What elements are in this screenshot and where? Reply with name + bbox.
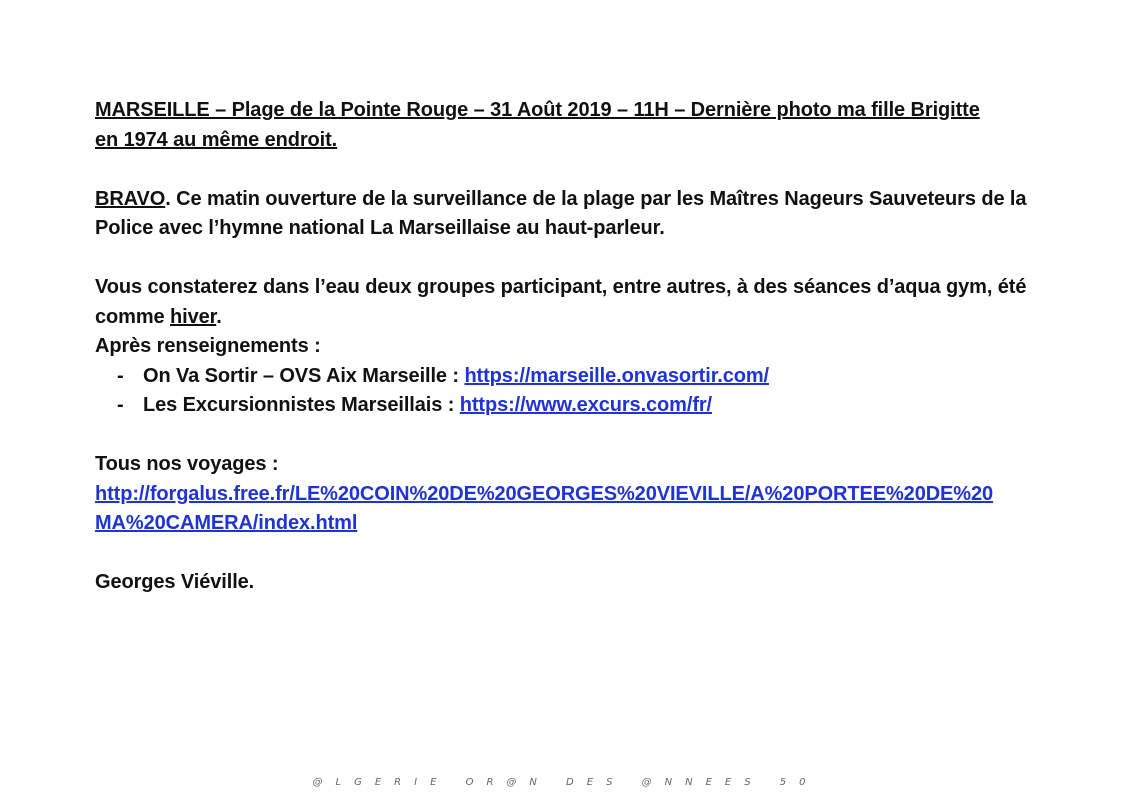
link-label: Les Excursionnistes Marseillais : [143, 394, 460, 416]
link-voyages-part2[interactable]: MA%20CAMERA/index.html [95, 512, 358, 534]
document-body [95, 96, 1045, 598]
paragraph-bravo [95, 185, 1045, 244]
link-voyages-part1[interactable]: http://forgalus.free.fr/LE%20COIN%20DE%20GEORGES%20VIEVILLE/A%20PORTEE%20DE%20 [95, 482, 994, 505]
list-item [95, 391, 1045, 421]
link-label: On Va Sortir – OVS Aix Marseille : [143, 364, 465, 387]
document-title [95, 96, 1045, 155]
voyages-label: Tous nos voyages : [95, 453, 279, 475]
hiver-word: hiver [170, 305, 217, 328]
aqua-gym-end: . [216, 305, 222, 328]
dash-bullet: - [117, 394, 124, 416]
aqua-gym-text: Vous constaterez dans l’eau deux groupes participant, entre autres, à des séances d’aqua gym, été comme [95, 276, 1027, 328]
bravo-word: BRAVO [95, 187, 166, 210]
voyages-url-block [95, 480, 1045, 539]
list-item [95, 362, 1045, 392]
signature: Georges Viéville. [95, 571, 255, 593]
links-list [95, 362, 1045, 421]
bravo-text: . Ce matin ouverture de la surveillance de la plage par les Maîtres Nageurs Sauveteurs de la Police avec l’hymne national La Marseillaise au haut-parleur. [95, 187, 1027, 239]
info-label: Après renseignements : [95, 335, 321, 357]
link-excurs[interactable]: https://www.excurs.com/fr/ [459, 394, 713, 416]
link-onvasortir[interactable]: https://marseille.onvasortir.com/ [464, 364, 770, 387]
page-footer: @LGERIE OR@N DES @NNEES 50 [312, 777, 819, 788]
dash-bullet: - [117, 364, 124, 387]
paragraph-aqua-gym [95, 273, 1045, 332]
title-line-1: MARSEILLE – Plage de la Pointe Rouge – 31 Août 2019 – 11H – Dernière photo ma fille Brigitte [95, 99, 980, 121]
title-line-2: en 1974 au même endroit. [95, 128, 338, 151]
